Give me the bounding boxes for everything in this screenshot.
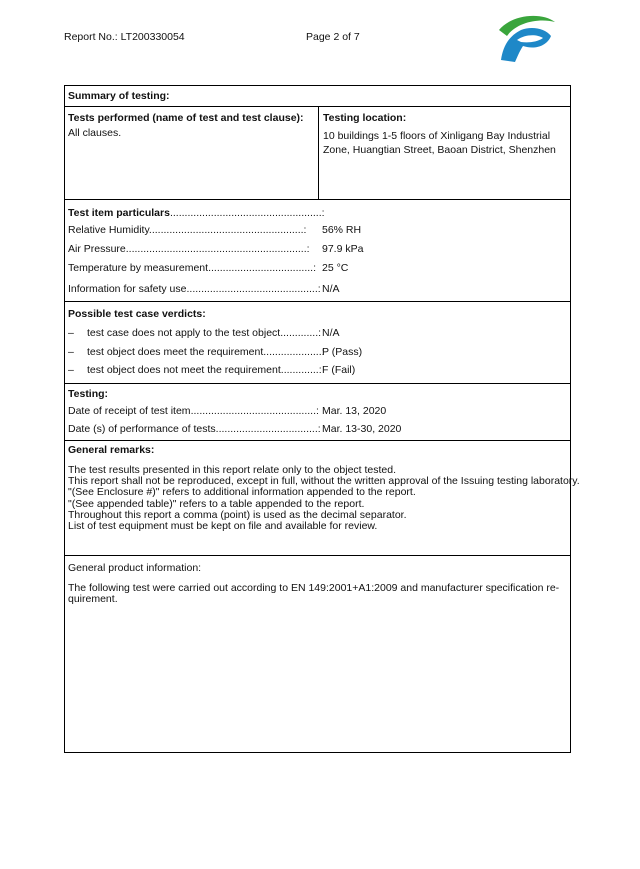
rule bbox=[65, 555, 570, 556]
remarks-line: Throughout this report a comma (point) is used as the decimal separator. bbox=[68, 508, 407, 521]
report-number: Report No.: LT200330054 bbox=[64, 31, 185, 43]
remarks-title: General remarks: bbox=[68, 444, 155, 456]
tests-performed-label: Tests performed (name of test and test clause): bbox=[68, 112, 304, 124]
particulars-title: Test item particulars....................................................: bbox=[68, 207, 325, 219]
remarks-line: "(See Enclosure #)" refers to additional information appended to the report. bbox=[68, 486, 416, 499]
company-logo-icon bbox=[487, 10, 563, 64]
verdict-dash: – bbox=[68, 346, 74, 358]
remarks-line: This report shall not be reproduced, except in full, without the written approval of the Issuing testing laboratory. bbox=[68, 475, 580, 488]
rule bbox=[65, 199, 570, 200]
tests-performed-value: All clauses. bbox=[68, 127, 122, 139]
verdict-value: P (Pass) bbox=[322, 346, 363, 358]
report-table bbox=[64, 85, 580, 753]
testing-title: Testing: bbox=[68, 388, 109, 400]
summary-title: Summary of testing: bbox=[68, 90, 170, 102]
testing-location-line: 10 buildings 1-5 floors of Xinligang Bay Industrial bbox=[323, 130, 551, 142]
product-title: General product information: bbox=[68, 562, 202, 574]
verdict-label: test object does meet the requirement....................: bbox=[87, 346, 325, 358]
testing-row-value: Mar. 13-30, 2020 bbox=[322, 423, 402, 435]
rule bbox=[65, 301, 570, 302]
particulars-row-value: N/A bbox=[322, 283, 340, 295]
remarks-line: List of test equipment must be kept on file and available for review. bbox=[68, 520, 378, 533]
verdict-label: test object does not meet the requirement.............: bbox=[87, 364, 322, 376]
column-divider bbox=[318, 106, 319, 199]
remarks-text bbox=[68, 464, 580, 533]
particulars-row-label: Temperature by measurement....................................: bbox=[68, 262, 317, 274]
rule bbox=[65, 440, 570, 441]
particulars-row-label: Air Pressure..............................................................: bbox=[68, 243, 310, 255]
verdict-dash: – bbox=[68, 364, 74, 376]
product-line: The following test were carried out according to EN 149:2001+A1:2009 and manufacturer specification re- bbox=[68, 582, 560, 594]
verdict-dash: – bbox=[68, 327, 74, 339]
product-line: quirement. bbox=[68, 593, 118, 606]
rule bbox=[65, 383, 570, 384]
verdict-label: test case does not apply to the test object.............: bbox=[87, 327, 322, 339]
verdict-value: F (Fail) bbox=[322, 364, 356, 376]
particulars-row-value: 56% RH bbox=[322, 224, 362, 236]
particulars-row-label: Relative Humidity.....................................................: bbox=[68, 224, 307, 236]
particulars-row-value: 97.9 kPa bbox=[322, 243, 364, 255]
particulars-row-label: Information for safety use.............................................: bbox=[68, 283, 321, 295]
testing-row-label: Date of receipt of test item...........................................: bbox=[68, 405, 319, 417]
testing-location-line: Zone, Huangtian Street, Baoan District, Shenzhen bbox=[323, 144, 556, 156]
page-number: Page 2 of 7 bbox=[306, 31, 360, 43]
remarks-line: The test results presented in this report relate only to the object tested. bbox=[68, 464, 397, 476]
testing-row-value: Mar. 13, 2020 bbox=[322, 405, 387, 417]
verdicts-title: Possible test case verdicts: bbox=[68, 308, 206, 320]
verdict-value: N/A bbox=[322, 327, 340, 339]
testing-location-label: Testing location: bbox=[323, 112, 407, 124]
particulars-row-value: 25 °C bbox=[322, 262, 349, 274]
product-text bbox=[68, 583, 566, 605]
testing-row-label: Date (s) of performance of tests...................................: bbox=[68, 423, 321, 435]
remarks-line: "(See appended table)" refers to a table appended to the report. bbox=[68, 497, 365, 510]
